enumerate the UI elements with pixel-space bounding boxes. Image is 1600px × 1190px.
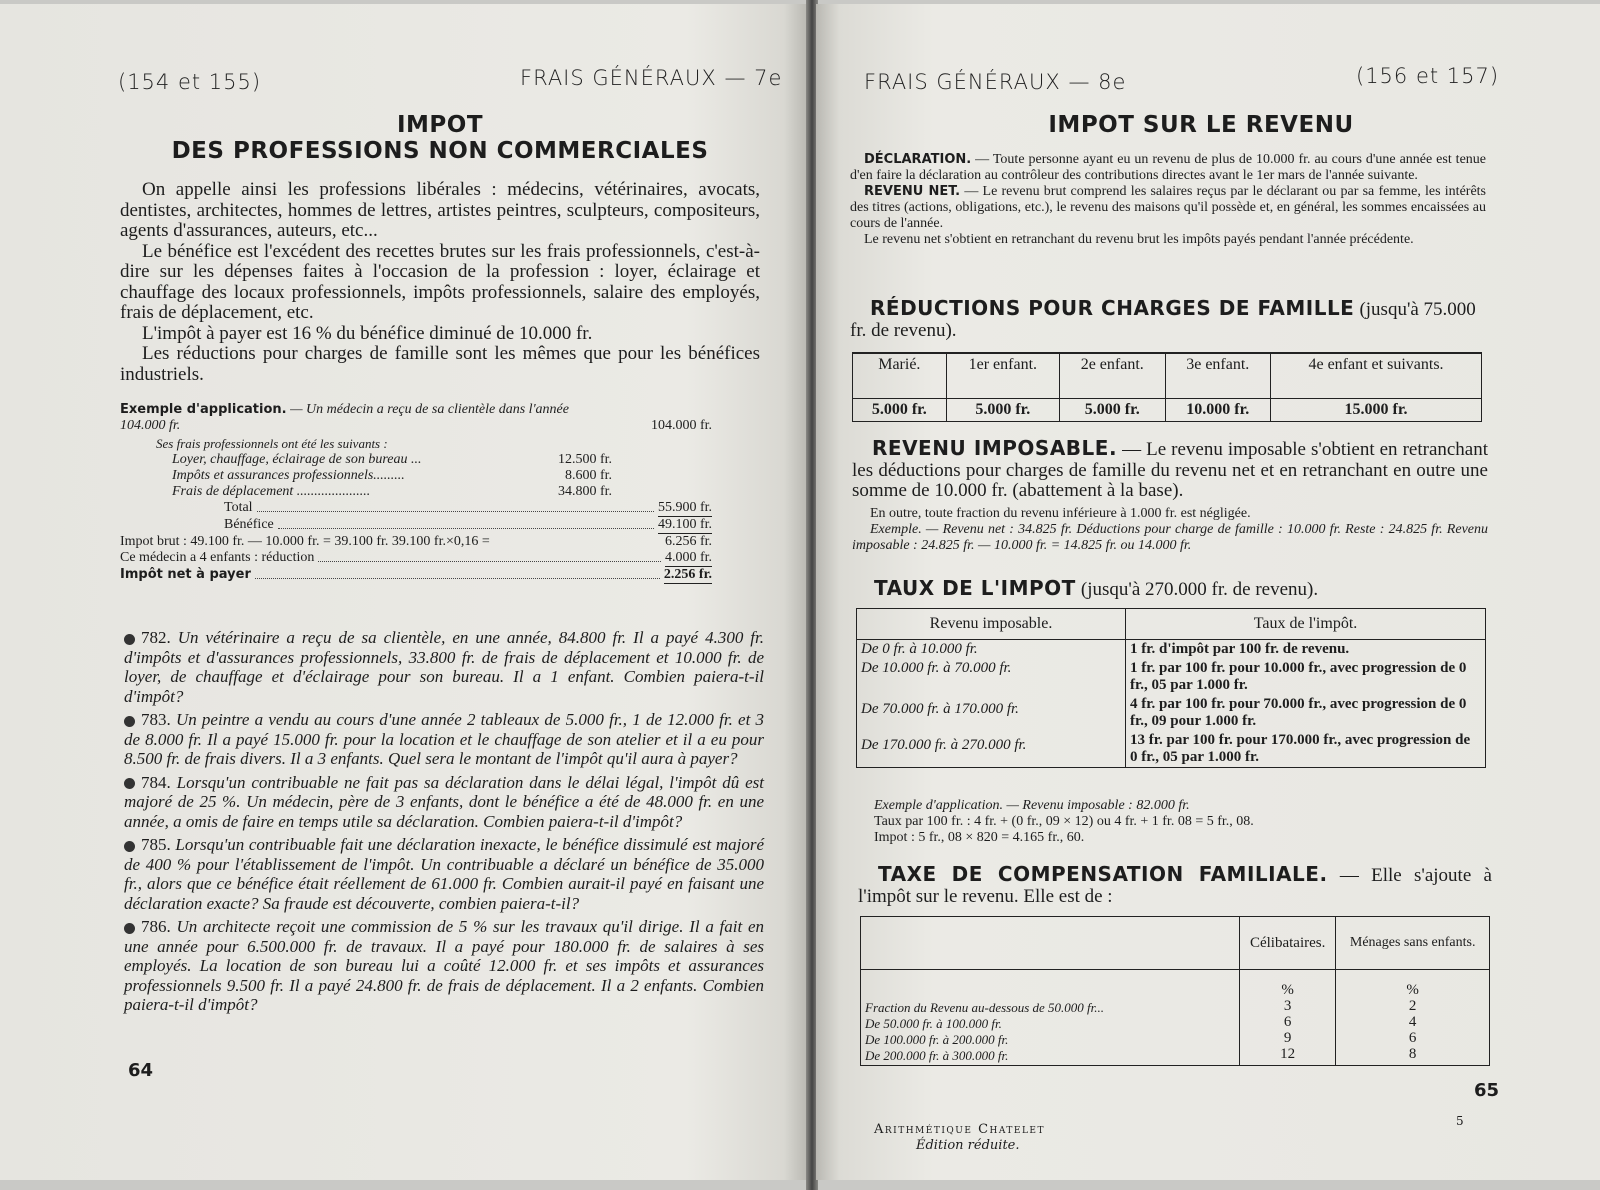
reductions-value: 5.000 fr.	[946, 399, 1059, 422]
frais-item-value: 12.500 fr.	[557, 452, 612, 467]
bullet-icon	[124, 841, 135, 852]
reductions-heading	[850, 296, 1486, 341]
taxe-col2	[1336, 970, 1490, 1066]
exercise-number: 785.	[141, 835, 171, 854]
frais-list	[172, 452, 612, 500]
brut-value: 6.256 fr.	[664, 534, 712, 549]
brut-label: Impot brut : 49.100 fr. — 10.000 fr. = 39.100 fr. 39.100 fr.×0,16 =	[120, 534, 490, 549]
exercise-item	[124, 773, 764, 832]
taux-example	[874, 798, 1474, 846]
revenu-net-text2: Le revenu net s'obtient en retranchant du revenu brut les impôts payés pendant l'année précédente.	[864, 232, 1414, 247]
example-intro-text: — Un médecin a reçu de sa clientèle dans l'année 104.000 fr.	[120, 402, 569, 433]
exercise-item	[124, 917, 764, 1015]
reductions-header-row	[853, 353, 1482, 399]
taxe-value: 9	[1283, 1030, 1292, 1046]
left-title-line2: DES PROFESSIONS NON COMMERCIALES	[171, 138, 709, 164]
taux-range: De 170.000 fr. à 270.000 fr.	[857, 731, 1126, 768]
taxe-table	[860, 916, 1490, 1066]
taxe-header: Ménages sans enfants.	[1336, 917, 1490, 970]
imposable-notes	[852, 506, 1488, 554]
taux-header-row	[857, 609, 1486, 640]
total-row	[224, 500, 712, 517]
taux-range: De 70.000 fr. à 170.000 fr.	[857, 695, 1126, 731]
taxe-value: 3	[1283, 998, 1292, 1014]
taxe-unit: %	[1281, 982, 1294, 998]
example-intro	[120, 402, 712, 434]
taxe-value: 12	[1280, 1046, 1296, 1062]
declaration-block	[850, 152, 1486, 248]
reduction-value: 4.000 fr.	[664, 550, 712, 565]
taxe-block	[858, 864, 1492, 907]
exercise-number: 786.	[141, 917, 171, 936]
reductions-title: RÉDUCTIONS POUR CHARGES DE FAMILLE	[870, 296, 1355, 320]
declaration-label: DÉCLARATION.	[864, 152, 972, 167]
imposable-text: — Le revenu imposable s'obtient en retranchant les déductions pour charges de famille du revenu net et en retranchant en outre une somme de 10.000 fr. (abattement à la base).	[852, 439, 1489, 501]
taux-range: De 0 fr. à 10.000 fr.	[857, 640, 1126, 660]
taux-row	[857, 731, 1486, 768]
taux-header: Taux de l'impôt.	[1126, 609, 1486, 640]
taxe-value: 6	[1408, 1030, 1417, 1046]
taux-rate: 13 fr. par 100 fr. pour 170.000 fr., avec progression de 0 fr., 05 par 1.000 fr.	[1126, 731, 1486, 768]
benefice-row	[224, 517, 712, 534]
footer-edition: Édition réduite.	[916, 1138, 1020, 1153]
example-block	[120, 402, 712, 584]
exercise-list	[124, 628, 764, 1019]
left-intro	[120, 180, 760, 385]
imposable-note: En outre, toute fraction du revenu inférieure à 1.000 fr. est négligée.	[870, 506, 1251, 521]
taxe-value: 4	[1408, 1014, 1417, 1030]
taux-title: TAUX DE L'IMPOT	[874, 576, 1076, 600]
revenu-net	[850, 184, 1486, 232]
frais-intro: Ses frais professionnels ont été les suivants :	[156, 436, 388, 451]
net-row	[120, 567, 712, 584]
frais-item	[172, 484, 612, 500]
revenu-net-label: REVENU NET.	[864, 184, 961, 199]
benefice-value: 49.100 fr.	[657, 517, 712, 532]
paragraph-impot: L'impôt à payer est 16 % du bénéfice diminué de 10.000 fr.	[142, 322, 593, 344]
taxe-text: — Elle s'ajoute à l'impôt sur le revenu. Elle est de :	[858, 865, 1492, 907]
reductions-value: 10.000 fr.	[1165, 399, 1271, 422]
paragraph-professions: On appelle ainsi les professions libérales : médecins, vétérinaires, avocats, dentistes, architectes, hommes de lettres, artistes peintres, sculpteurs, compositeurs, agents d'assurances, auteurs, etc...	[120, 179, 760, 241]
reductions-table	[852, 352, 1482, 422]
frais-item-label: Frais de déplacement .....................	[172, 484, 371, 499]
left-header-pages: (154 et 155)	[118, 70, 262, 94]
right-page-number: 65	[1474, 1080, 1500, 1101]
bullet-icon	[124, 634, 135, 645]
revenu-net-text: — Le revenu brut comprend les salaires reçus par le déclarant ou par sa femme, les intérêts des titres (actions, obligations, etc.), le revenu des maisons qu'il possède et, en général, les sommes encaissées au cours de l'année.	[850, 184, 1487, 231]
taxe-value: 2	[1408, 998, 1417, 1014]
left-header-title: FRAIS GÉNÉRAUX — 7e	[520, 66, 783, 90]
taxe-value: 8	[1408, 1046, 1417, 1062]
right-header-pages: (156 et 157)	[1356, 64, 1500, 88]
taxe-row-label: De 200.000 fr. à 300.000 fr.	[865, 1048, 1009, 1063]
taux-example-line: Taux par 100 fr. : 4 fr. + (0 fr., 09 × 12) ou 4 fr. + 1 fr. 08 = 5 fr., 08.	[874, 814, 1254, 829]
benefice-label: Bénéfice	[224, 517, 274, 532]
reductions-value: 5.000 fr.	[1059, 399, 1165, 422]
frais-item	[172, 468, 612, 484]
imposable-example: Exemple. — Revenu net : 34.825 fr. Déductions pour charge de famille : 10.000 fr. Reste : 24.825 fr. Revenu imposable : 24.825 fr. — 10.000 fr. = 14.825 fr. ou 14.000 fr.	[852, 522, 1488, 553]
taxe-row-label: De 100.000 fr. à 200.000 fr.	[865, 1032, 1009, 1047]
brut-row	[120, 534, 712, 550]
net-label: Impôt net à payer	[120, 567, 251, 582]
reductions-value: 15.000 fr.	[1271, 399, 1482, 422]
reductions-header: 1er enfant.	[946, 353, 1059, 399]
example-label: Exemple d'application.	[120, 402, 287, 417]
taux-rate: 1 fr. par 100 fr. pour 10.000 fr., avec progression de 0 fr., 05 par 1.000 fr.	[1126, 659, 1486, 695]
taux-heading	[852, 576, 1492, 601]
frais-item-label: Impôts et assurances professionnels.........	[172, 468, 405, 483]
net-value: 2.256 fr.	[663, 567, 712, 582]
taux-header: Revenu imposable.	[857, 609, 1126, 640]
exercise-item	[124, 628, 764, 706]
exercise-text: Lorsqu'un contribuable fait une déclaration inexacte, le bénéfice dissimulé est majoré de 400 % pour l'établissement de l'impôt. Un contribuable a déclaré un bénéfice de 35.000 fr., alors que ce bénéfice était réellement de 61.000 fr. Combien aurait-il payé en faisant une déclaration exacte? Sa fraude est découverte, combien paiera-t-il?	[124, 835, 765, 913]
taux-suffix: (jusqu'à 270.000 fr. de revenu).	[1080, 579, 1319, 600]
taux-table	[856, 608, 1486, 768]
footer-title: Arithmétique Chatelet	[874, 1122, 1046, 1137]
reductions-header: 3e enfant.	[1165, 353, 1271, 399]
taxe-title: TAXE DE COMPENSATION FAMILIALE.	[878, 862, 1328, 886]
taxe-row-label: Fraction du Revenu au-dessous de 50.000 fr...	[865, 1000, 1105, 1015]
exercise-number: 782.	[141, 628, 171, 647]
reductions-header: 2e enfant.	[1059, 353, 1165, 399]
reduction-row	[120, 550, 712, 567]
frais-item-label: Loyer, chauffage, éclairage de son bureau ...	[172, 452, 422, 467]
example-intro-value: 104.000 fr.	[650, 418, 712, 433]
taux-rate: 1 fr. d'impôt par 100 fr. de revenu.	[1126, 640, 1486, 660]
exercise-item	[124, 835, 764, 913]
taxe-col1	[1240, 970, 1336, 1066]
taxe-labels	[861, 970, 1240, 1066]
taxe-header-blank	[861, 917, 1240, 970]
imposable-block	[852, 438, 1488, 502]
reductions-header: Marié.	[853, 353, 947, 399]
exercise-number: 784.	[141, 772, 171, 792]
reduction-label: Ce médecin a 4 enfants : réduction	[120, 550, 315, 565]
bullet-icon	[124, 923, 135, 934]
exercise-number: 783.	[141, 710, 171, 729]
exercise-text: Un vétérinaire a reçu de sa clientèle, en une année, 84.800 fr. Il a payé 4.300 fr. d'impôts et d'assurances professionnels, 33.800 fr. de frais de déplacement et 10.000 fr. de loyer, de chauffage et d'éclairage pour son bureau. Il a 1 enfant. Combien paiera-t-il d'impôt?	[124, 628, 765, 706]
declaration	[850, 152, 1486, 184]
taxe-unit: %	[1406, 982, 1419, 998]
reductions-value: 5.000 fr.	[853, 399, 947, 422]
taux-row	[857, 659, 1486, 695]
taux-example-line: Impot : 5 fr., 08 × 820 = 4.165 fr., 60.	[874, 830, 1085, 845]
bullet-icon	[124, 778, 135, 789]
reductions-value-row	[853, 399, 1482, 422]
left-page	[0, 4, 808, 1180]
taxe-row-label: De 50.000 fr. à 100.000 fr.	[865, 1016, 1002, 1031]
paragraph-benefice: Le bénéfice est l'excédent des recettes brutes sur les frais professionnels, c'est-à-dire sur les dépenses faites à l'occasion de la profession : loyer, éclairage et chauffage des locaux professionnels, impôts professionnels, salaire des employés, frais de déplacement, etc.	[120, 240, 760, 323]
frais-item-value: 8.600 fr.	[564, 468, 612, 483]
left-title-line1: IMPOT	[396, 112, 484, 138]
exercise-item	[124, 710, 764, 769]
frais-item-value: 34.800 fr.	[557, 484, 612, 499]
right-page	[816, 4, 1600, 1180]
right-header-title: FRAIS GÉNÉRAUX — 8e	[864, 70, 1127, 94]
taxe-header-row	[861, 917, 1490, 970]
frais-item	[172, 452, 612, 468]
taxe-body	[861, 970, 1490, 1066]
exercise-text: Un peintre a vendu au cours d'une année 2 tableaux de 5.000 fr., 1 de 12.000 fr. et 3 de 8.000 fr. Il a payé 15.000 fr. pour la location et le chauffage de son atelier et il a eu pour 8.500 fr. de frais divers. Il a 3 enfants. Quel sera le montant de l'impôt qu'il aura à payer?	[124, 710, 764, 768]
bullet-icon	[124, 716, 135, 727]
reductions-suffix: (jusqu'à 75.000 fr. de revenu).	[850, 299, 1476, 341]
taux-range: De 10.000 fr. à 70.000 fr.	[857, 659, 1126, 695]
imposable-title: REVENU IMPOSABLE.	[872, 436, 1118, 460]
taux-rate: 4 fr. par 100 fr. pour 70.000 fr., avec progression de 0 fr., 09 pour 1.000 fr.	[1126, 695, 1486, 731]
declaration-text: — Toute personne ayant eu un revenu de plus de 10.000 fr. au cours d'une année est tenue d'en faire la déclaration au contrôleur des contributions directes avant le 1er mars de l'année suivante.	[850, 152, 1487, 183]
total-value: 55.900 fr.	[657, 500, 712, 515]
taxe-value: 6	[1283, 1014, 1292, 1030]
taux-example-line: Exemple d'application. — Revenu imposable : 82.000 fr.	[874, 798, 1190, 813]
exercise-text: Lorsqu'un contribuable ne fait pas sa déclaration dans le délai légal, l'impôt dû est majoré de 25 %. Un médecin, père de 3 enfants, dont le bénéfice a été de 48.000 fr. en une année, a omis de faire en temps utile sa déclaration. Combien paiera-t-il d'impôt?	[124, 772, 765, 831]
reductions-header: 4e enfant et suivants.	[1271, 353, 1482, 399]
signature-mark: 5	[1456, 1114, 1464, 1128]
right-title: IMPOT SUR LE REVENU	[1048, 112, 1354, 138]
exercise-text: Un architecte reçoit une commission de 5 % sur les travaux qu'il dirige. Il a fait en une année pour 6.500.000 fr. de travaux. Il a payé pour 180.000 fr. de salaires à ses employés. La location de son bureau lui a coûté 12.000 fr. et ses impôts et assurances professionnels 9.500 fr. Il a payé 24.800 fr. de frais de déplacement. Il a 2 enfants. Combien paiera-t-il d'impôt?	[124, 917, 765, 1014]
left-page-number: 64	[128, 1060, 154, 1081]
taxe-header: Célibataires.	[1240, 917, 1336, 970]
paragraph-reductions: Les réductions pour charges de famille sont les mêmes que pour les bénéfices industriels.	[120, 343, 760, 385]
total-label: Total	[224, 500, 253, 515]
taux-row	[857, 640, 1486, 660]
taux-row	[857, 695, 1486, 731]
